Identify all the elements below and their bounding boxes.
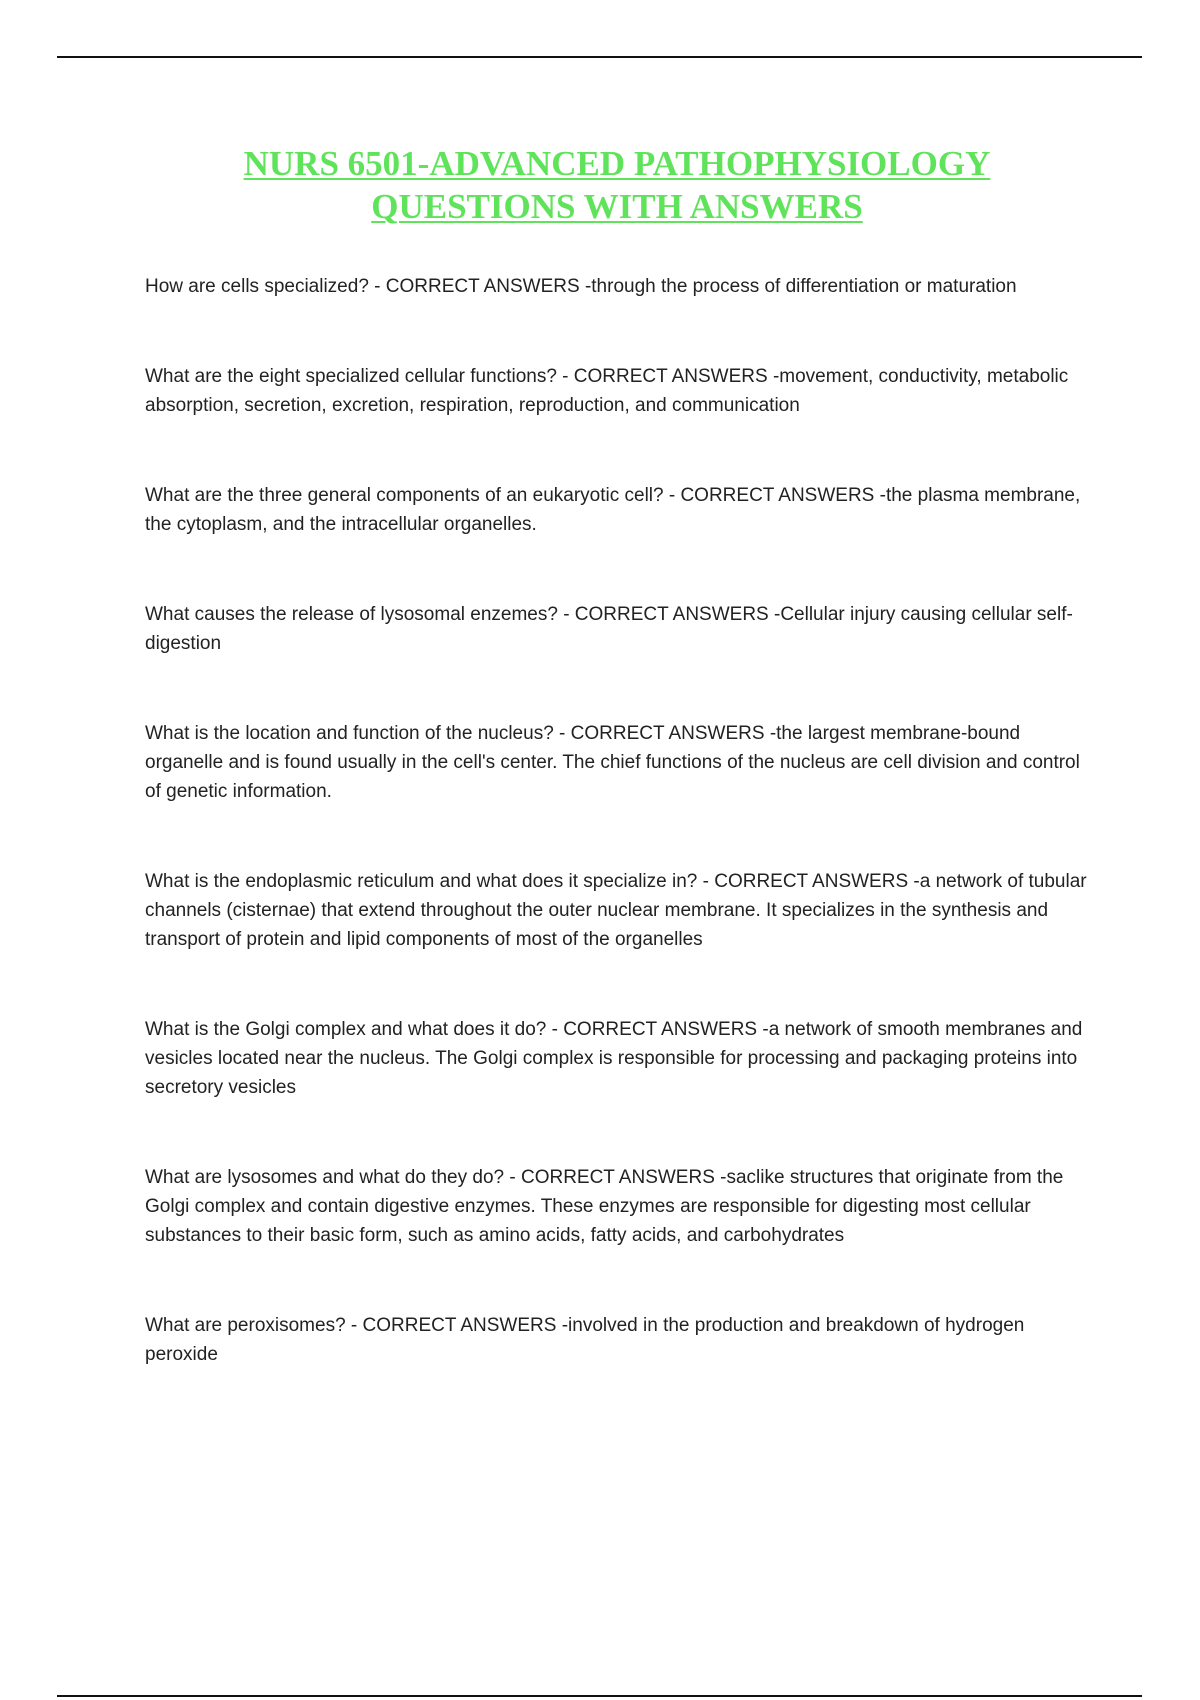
qa-item: What are lysosomes and what do they do? - CORRECT ANSWERS -saclike structures that originate from the Golgi complex and contain digestive enzymes. These enzymes are responsible for digesting most cellular substances to their basic form, such as amino acids, fatty acids, and carbohydrates [145, 1167, 1064, 1246]
qa-item: What causes the release of lysosomal enzemes? - CORRECT ANSWERS -Cellular injury causing cellular self-digestion [145, 604, 1073, 654]
title-line-2: QUESTIONS WITH ANSWERS [371, 187, 863, 226]
qa-item: What is the location and function of the nucleus? - CORRECT ANSWERS -the largest membrane-bound organelle and is found usually in the cell's center. The chief functions of the nucleus are cell division and control of genetic information. [145, 723, 1080, 802]
qa-item: What is the endoplasmic reticulum and what does it specialize in? - CORRECT ANSWERS -a network of tubular channels (cisternae) that extend throughout the outer nuclear membrane. It specializes in the synthesis and transport of protein and lipid components of most of the organelles [145, 871, 1087, 950]
document-title [0, 142, 1200, 228]
qa-item: What are the three general components of an eukaryotic cell? - CORRECT ANSWERS -the plasma membrane, the cytoplasm, and the intracellular organelles. [145, 485, 1081, 535]
qa-item: What are the eight specialized cellular functions? - CORRECT ANSWERS -movement, conductivity, metabolic absorption, secretion, excretion, respiration, reproduction, and communication [145, 366, 1069, 416]
qa-item: What are peroxisomes? - CORRECT ANSWERS -involved in the production and breakdown of hydrogen peroxide [145, 1315, 1025, 1365]
qa-list [145, 272, 1090, 1430]
title-line-1: NURS 6501-ADVANCED PATHOPHYSIOLOGY [243, 144, 991, 183]
qa-item: How are cells specialized? - CORRECT ANSWERS -through the process of differentiation or maturation [145, 276, 1017, 297]
qa-item: What is the Golgi complex and what does it do? - CORRECT ANSWERS -a network of smooth membranes and vesicles located near the nucleus. The Golgi complex is responsible for processing and packaging proteins into secretory vesicles [145, 1019, 1083, 1098]
top-rule [57, 56, 1142, 58]
bottom-rule [57, 1695, 1142, 1697]
